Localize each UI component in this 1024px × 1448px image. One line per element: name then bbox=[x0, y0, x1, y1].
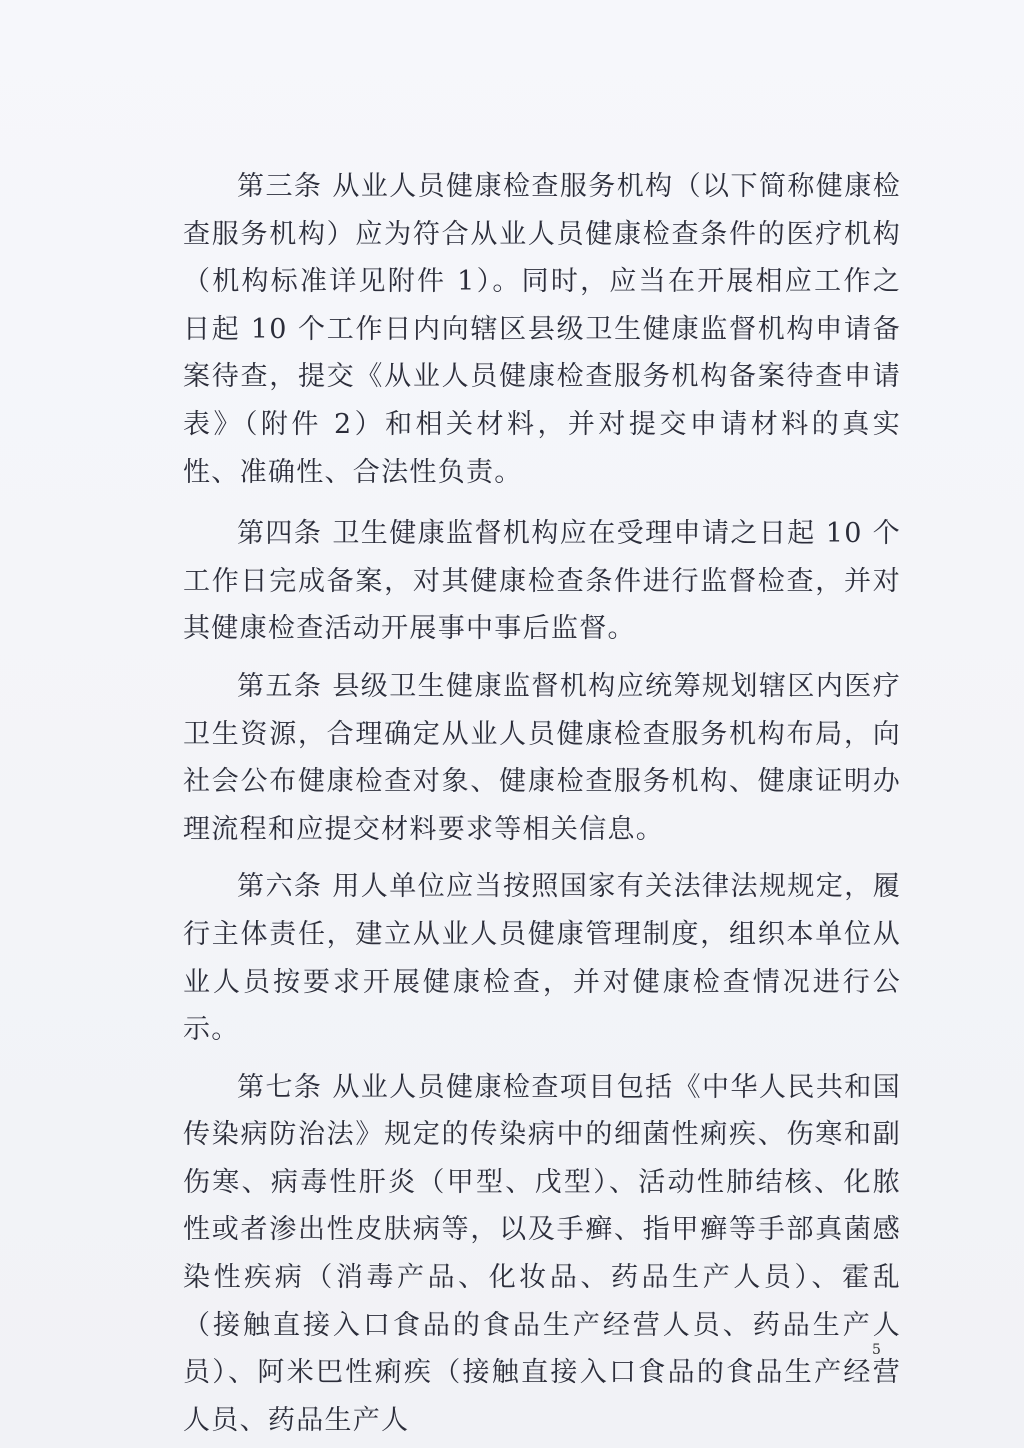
page-number: 5 bbox=[872, 1342, 881, 1358]
article-6-paragraph: 第六条 用人单位应当按照国家有关法律法规规定，履行主体责任，建立从业人员健康管理制度，组织本单位从业人员按要求开展健康检查，并对健康检查情况进行公示。 bbox=[183, 871, 901, 1046]
article-7-paragraph: 第七条 从业人员健康检查项目包括《中华人民共和国传染病防治法》规定的传染病中的细菌性痢疾、伤寒和副伤寒、病毒性肝炎（甲型、戊型）、活动性肺结核、化脓性或者渗出性皮肤病等，以及手癣、指甲癣等手部真菌感染性疾病（消毒产品、化妆品、药品生产人员）、霍乱（接触直接入口食品的食品生产经营人员、药品生产人员）、阿米巴性痢疾（接触直接入口食品的食品生产经营人员、药品生产人 bbox=[183, 1071, 901, 1436]
article-3-paragraph: 第三条 从业人员健康检查服务机构（以下简称健康检查服务机构）应为符合从业人员健康检查条件的医疗机构（机构标准详见附件 1）。同时，应当在开展相应工作之日起 10 个工作日内向辖区县级卫生健康监督机构申请备案待查，提交《从业人员健康检查服务机构备案待查申请表》（附件 2）和相关材料，并对提交申请材料的真实性、准确性、合法性负责。 bbox=[183, 171, 901, 488]
article-4-paragraph: 第四条 卫生健康监督机构应在受理申请之日起 10 个工作日完成备案，对其健康检查条件进行监督检查，并对其健康检查活动开展事中事后监督。 bbox=[183, 518, 901, 645]
body-text bbox=[183, 163, 901, 1444]
article-5-paragraph: 第五条 县级卫生健康监督机构应统筹规划辖区内医疗卫生资源，合理确定从业人员健康检查服务机构布局，向社会公布健康检查对象、健康检查服务机构、健康证明办理流程和应提交材料要求等相关信息。 bbox=[183, 670, 901, 845]
